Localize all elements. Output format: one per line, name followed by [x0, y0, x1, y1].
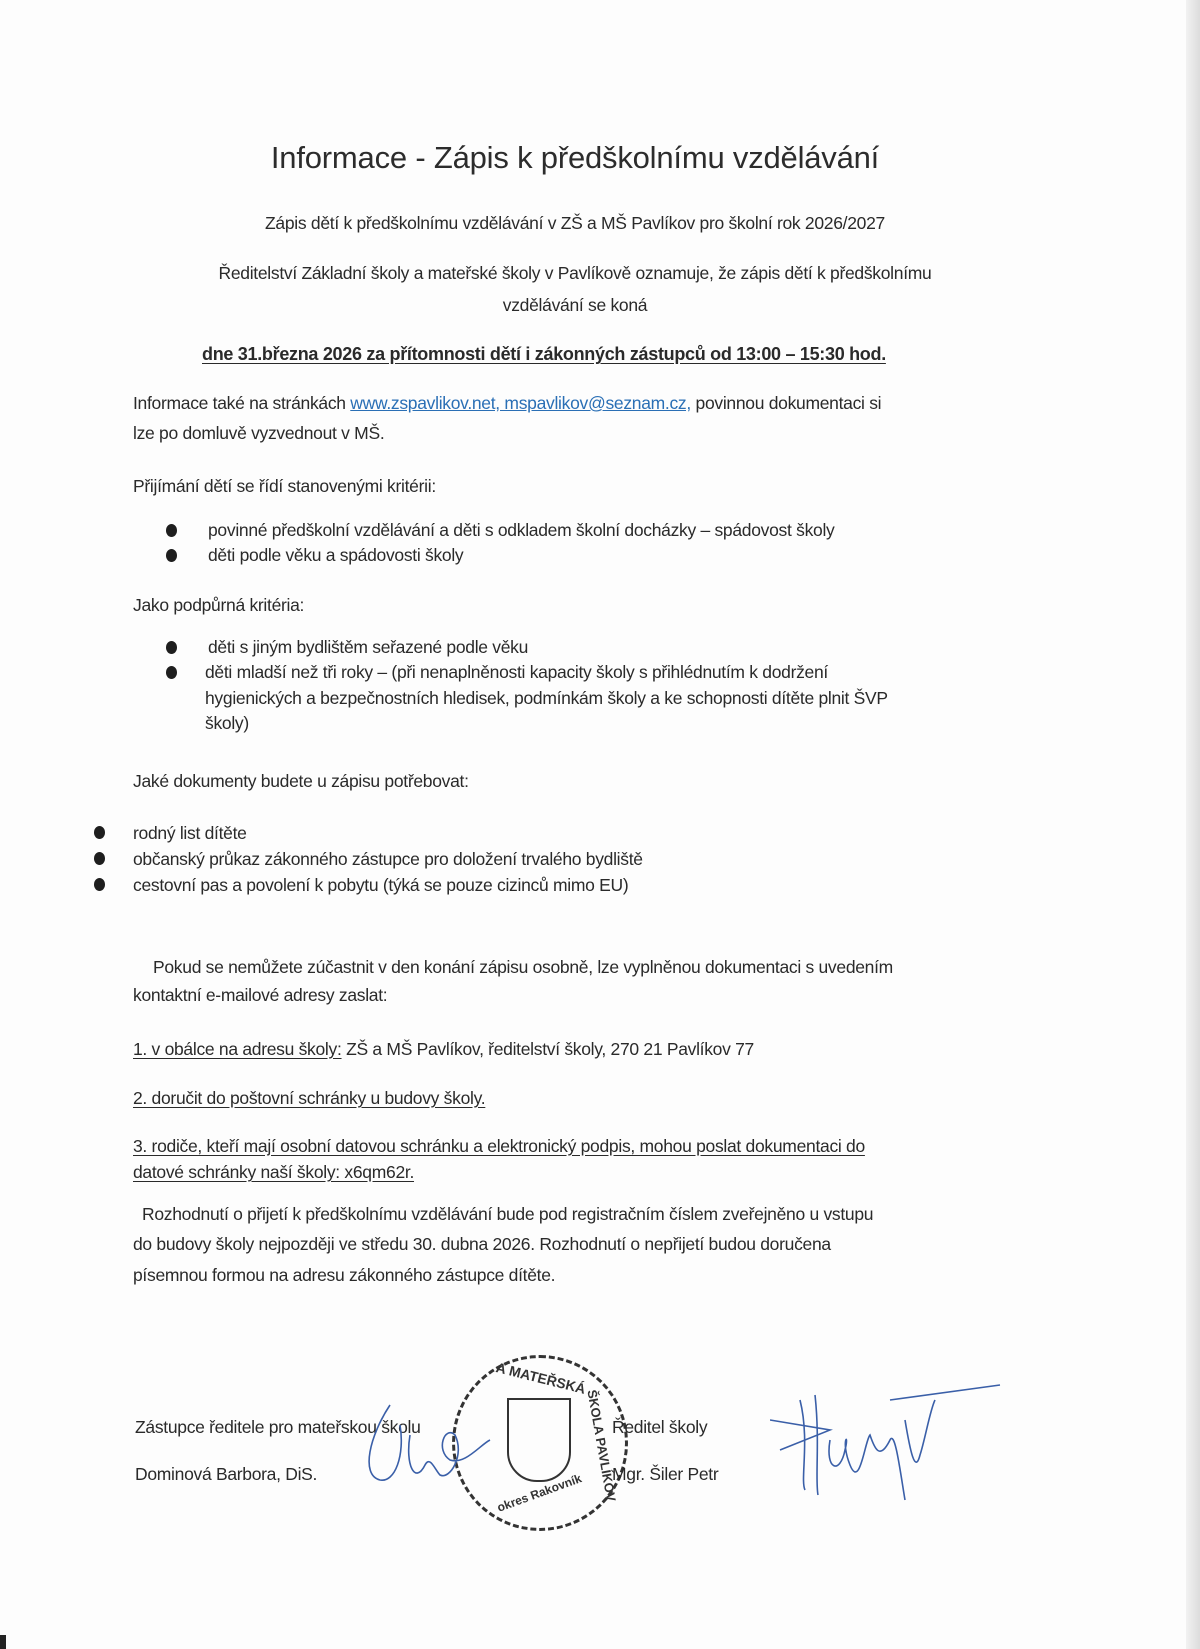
stamp-text-top: A MATEŘSKÁ — [494, 1359, 588, 1397]
subtitle: Zápis dětí k předškolnímu vzdělávání v ZŠ a MŠ Pavlíkov pro školní rok 2026/2027 — [265, 213, 885, 233]
absence-line-1: Pokud se nemůžete zúčastnit v den konání zápisu osobně, lze vyplněnou dokumentaci s uvedením — [153, 957, 893, 977]
director-signature-icon — [770, 1380, 1010, 1510]
criteria-item: povinné předškolní vzdělávání a děti s odkladem školní docházky – spádovost školy — [208, 520, 835, 540]
enrollment-date: dne 31.března 2026 za přítomnosti dětí i zákonných zástupců od 13:00 – 15:30 hod. — [202, 344, 886, 364]
absence-line-2: kontaktní e-mailové adresy zaslat: — [133, 985, 388, 1005]
document-title: Informace - Zápis k předškolnímu vzdělávání — [270, 140, 880, 175]
criteria-heading: Přijímání dětí se řídí stanovenými kritérii: — [133, 476, 436, 496]
documents-item: cestovní pas a povolení k pobytu (týká se pouze cizinců mimo EU) — [133, 875, 629, 895]
decision-line-1: Rozhodnutí o přijetí k předškolnímu vzdělávání bude pod registračním číslem zveřejněno u vstupu — [142, 1204, 874, 1224]
coat-of-arms-icon — [507, 1398, 571, 1482]
bullet-icon — [166, 524, 177, 537]
director-name: Mgr. Šiler Petr — [612, 1464, 719, 1484]
announcement-line-1: Ředitelství Základní školy a mateřské školy v Pavlíkově oznamuje, že zápis dětí k předškolnímu — [218, 263, 932, 283]
stamp-text-right: ŠKOLA PAVLÍKOV — [584, 1388, 619, 1503]
announcement-line-2: vzdělávání se koná — [502, 295, 648, 315]
deputy-signature-icon — [350, 1395, 500, 1495]
bullet-icon — [94, 826, 105, 839]
option-1-address: ZŠ a MŠ Pavlíkov, ředitelství školy, 270 21 Pavlíkov 77 — [341, 1039, 754, 1059]
scan-edge — [1186, 0, 1200, 1649]
option-2: 2. doručit do poštovní schránky u budovy školy. — [133, 1088, 486, 1108]
decision-line-2: do budovy školy nejpozději ve středu 30. dubna 2026. Rozhodnutí o nepřijetí budou doručena — [133, 1234, 831, 1254]
website-email-link[interactable]: www.zspavlikov.net, mspavlikov@seznam.cz, — [350, 393, 691, 413]
supporting-criteria-item-cont: školy) — [205, 713, 249, 733]
documents-item: občanský průkaz zákonného zástupce pro doložení trvalého bydliště — [133, 849, 643, 869]
criteria-item: děti podle věku a spádovosti školy — [208, 545, 464, 565]
info-line — [133, 392, 881, 414]
bullet-icon — [166, 666, 177, 679]
scan-mark — [0, 1635, 6, 1649]
stamp-text-bottom: okres Rakovník — [495, 1471, 584, 1515]
info-suffix: povinnou dokumentaci si — [690, 393, 882, 413]
option-1-label: 1. v obálce na adresu školy: — [133, 1039, 342, 1059]
bullet-icon — [94, 852, 105, 865]
deputy-name: Dominová Barbora, DiS. — [135, 1464, 318, 1484]
documents-heading: Jaké dokumenty budete u zápisu potřebovat: — [133, 771, 469, 791]
option-1 — [133, 1038, 754, 1060]
director-role: Ředitel školy — [612, 1417, 708, 1437]
bullet-icon — [166, 549, 177, 562]
info-line-2: lze po domluvě vyzvednout v MŠ. — [133, 423, 385, 443]
decision-line-3: písemnou formou na adresu zákonného zástupce dítěte. — [133, 1265, 556, 1285]
bullet-icon — [94, 878, 105, 891]
deputy-role: Zástupce ředitele pro mateřskou školu — [135, 1417, 421, 1437]
supporting-criteria-item-cont: hygienických a bezpečnostních hledisek, podmínkám školy a ke schopnosti dítěte plnit ŠVP — [205, 688, 888, 708]
option-3-line-2: datové schránky naší školy: x6qm62r. — [133, 1162, 415, 1182]
supporting-criteria-heading: Jako podpůrná kritéria: — [133, 595, 305, 615]
supporting-criteria-item: děti s jiným bydlištěm seřazené podle věku — [208, 637, 529, 657]
supporting-criteria-item: děti mladší než tři roky – (při nenaplněnosti kapacity školy s přihlédnutím k dodržení — [205, 662, 828, 682]
option-3-line-1: 3. rodiče, kteří mají osobní datovou schránku a elektronický podpis, mohou poslat dokumentaci do — [133, 1136, 865, 1156]
info-prefix: Informace také na stránkách — [133, 393, 351, 413]
bullet-icon — [166, 641, 177, 654]
documents-item: rodný list dítěte — [133, 823, 247, 843]
